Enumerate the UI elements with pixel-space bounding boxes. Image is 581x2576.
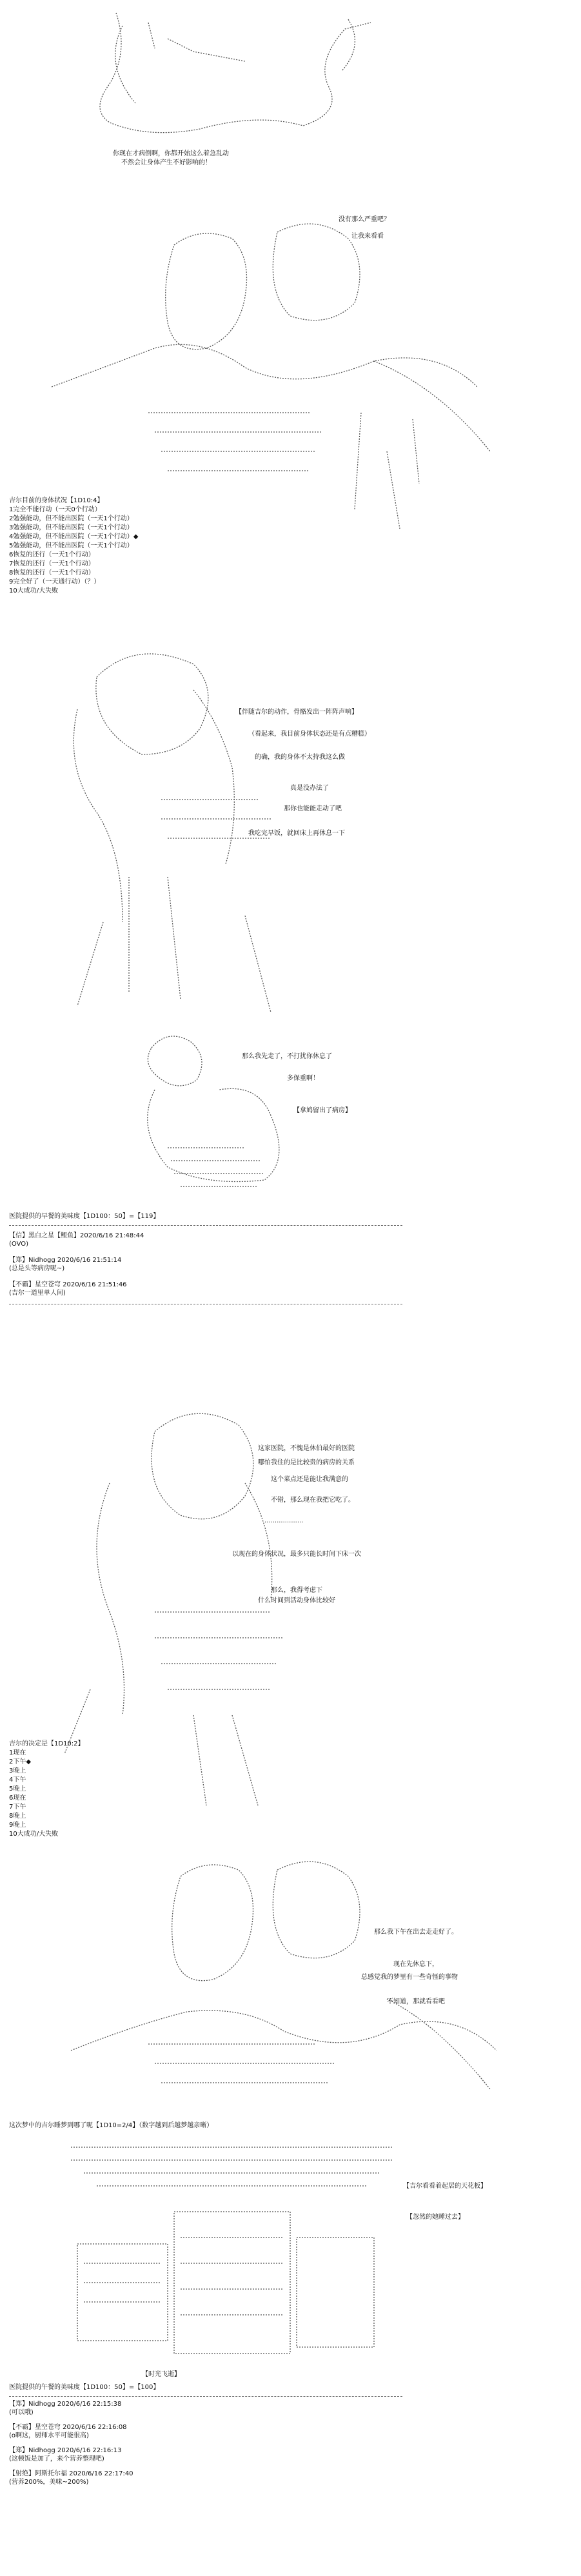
scene1-line1: 你现在才病倒啊，你都开始这么着急乱动 — [113, 150, 229, 157]
scene5-speech-1: 这家医院，不愧是休伯最好的医院 — [258, 1445, 355, 1452]
scene4-speech-2: 多保重啊！ — [287, 1075, 319, 1082]
scene5-speech-4: 不错，那么现在我把它吃了。 — [271, 1497, 355, 1504]
list-item: 4勉强能动，但不能出医院（一天1个行动）◆ — [9, 533, 139, 540]
comment-header: 【郑】Nidhogg 2020/6/16 22:15:38 — [9, 2401, 122, 2408]
comment-body: (这顿饭是加了，来个营养整理吧) — [9, 2455, 104, 2463]
scene1-line2: 不然会让身体产生不好影响的！ — [121, 159, 212, 166]
scene7-narration-3: 【时光飞逝】 — [142, 2371, 181, 2378]
scene2-speech-2: 让我来看看 — [351, 233, 384, 240]
list-item: 3勉强能动，但不能出医院（一天1个行动） — [9, 524, 133, 531]
scene6-speech-2: 现在先休息下， — [393, 1961, 438, 1968]
scene3-speech-3: 真是没办法了 — [290, 785, 329, 792]
list-item: 3晚上 — [9, 1767, 26, 1775]
plan-title: 吉尔的决定是【1D10:2】 — [9, 1740, 84, 1747]
list-item: 5勉强能动，但不能出医院（一天1个行动） — [9, 542, 133, 549]
scene6-speech-3: 总感觉我的梦里有一些奇怪的事物 — [361, 1974, 458, 1981]
comment-body: (总是头等病房呢~) — [9, 1265, 65, 1272]
scene4-speech-1: 那么我先走了，不打扰你休息了 — [242, 1053, 332, 1060]
lunch-result: 医院提供的午餐的美味度【1D100：50】=【100】 — [9, 2384, 160, 2391]
list-item: 5晚上 — [9, 1785, 26, 1793]
comment-header: 【不霸】星空苍穹 2020/6/16 21:51:46 — [9, 1281, 127, 1288]
list-item: 2勉强能动，但不能出医院（一天1个行动） — [9, 515, 133, 522]
comment-body: (OVO) — [9, 1241, 29, 1248]
comment-header: 【郑】Nidhogg 2020/6/16 22:16:13 — [9, 2447, 122, 2454]
scene5-speech-2: 哪怕我住的是比较贵的病房的关系 — [258, 1459, 355, 1466]
list-item: 8晚上 — [9, 1813, 26, 1820]
list-item: 7恢复的还行（一天1个行动） — [9, 560, 95, 567]
comment-header: 【射绝】阿斯托尔福 2020/6/16 22:17:40 — [9, 2470, 133, 2477]
scene3-speech-2: 的确，我的身体不太持我这么做 — [255, 754, 345, 761]
scene3-speech-4: 那你也能能走动了吧 — [284, 805, 342, 812]
comment-header: 【不霸】星空苍穹 2020/6/16 22:16:08 — [9, 2424, 127, 2431]
list-item: 8恢复的还行（一天1个行动） — [9, 569, 95, 576]
scene5-speech-5: 以现在的身体状况，最多只能长时间下床一次 — [232, 1551, 361, 1558]
comment-body: (营养200%，美味~200%) — [9, 2479, 89, 2486]
comment-body: (可以哦) — [9, 2409, 34, 2416]
scene3-speech-5: 我吃完早饭，就回床上再休息一下 — [248, 830, 345, 837]
list-item: 6现在 — [9, 1794, 26, 1802]
scene7-narration-2: 【忽然的她睡过去】 — [406, 2214, 464, 2221]
scene4-narration: 【拿鸠留出了病房】 — [293, 1107, 351, 1114]
list-item: 10大成功/大失败 — [9, 587, 59, 595]
list-item: 9晚上 — [9, 1822, 26, 1829]
dream-roll: 这次梦中的吉尔睡梦到哪了呢【1D10=2/4】（数字越到后越梦越亲晰） — [9, 2122, 213, 2129]
list-item: 1完全不能行动（一天0个行动） — [9, 506, 101, 513]
scene3-speech-1: （看起来，我目前身体状态还是有点糟糕） — [248, 731, 371, 738]
scene5-speech-6: 那么，我得考虑下 — [271, 1587, 322, 1594]
list-item: 10大成功/大失败 — [9, 1831, 59, 1838]
comment-body: (吉尔一道里单人间) — [9, 1290, 66, 1297]
divider — [9, 2396, 402, 2397]
scene3-narration: 【伴随吉尔的动作，骨骼发出一阵阵声响】 — [235, 709, 358, 716]
list-item: 9完全好了（一天通行动）（？） — [9, 578, 101, 585]
scene6-speech-4: 不知道，那就看看吧 — [387, 1998, 445, 2005]
list-item: 2下午◆ — [9, 1758, 32, 1765]
list-item: 1现在 — [9, 1749, 26, 1756]
scene5-speech-3: 这个菜点还是能让我满意的 — [271, 1476, 348, 1483]
comment-body: (o啊这，厨师水平可能很高) — [9, 2432, 89, 2439]
body-status-title: 吉尔目前的身体状况【1D10:4】 — [9, 497, 104, 504]
scene5-speech-7: 什么时间到活动身体比较好 — [258, 1597, 335, 1604]
list-item: 6恢复的还行（一天1个行动） — [9, 551, 95, 558]
divider — [9, 1225, 402, 1226]
breakfast-result: 医院提供的早餐的美味度【1D100：50】=【119】 — [9, 1213, 160, 1220]
list-item: 7下午 — [9, 1804, 26, 1811]
list-item: 4下午 — [9, 1776, 26, 1784]
comment-header: 【郑】Nidhogg 2020/6/16 21:51:14 — [9, 1257, 122, 1264]
scene2-speech-1: 没有那么严重吧？ — [339, 216, 390, 223]
scene5-dots: ................... — [264, 1517, 304, 1524]
scene6-speech-1: 那么我下午在出去走走好了。 — [374, 1929, 458, 1936]
comment-header: 【信】黑白之星【鲤鱼】2020/6/16 21:48:44 — [9, 1232, 144, 1239]
scene7-narration-1: 【吉尔看看着起居的天花板】 — [403, 2183, 487, 2190]
